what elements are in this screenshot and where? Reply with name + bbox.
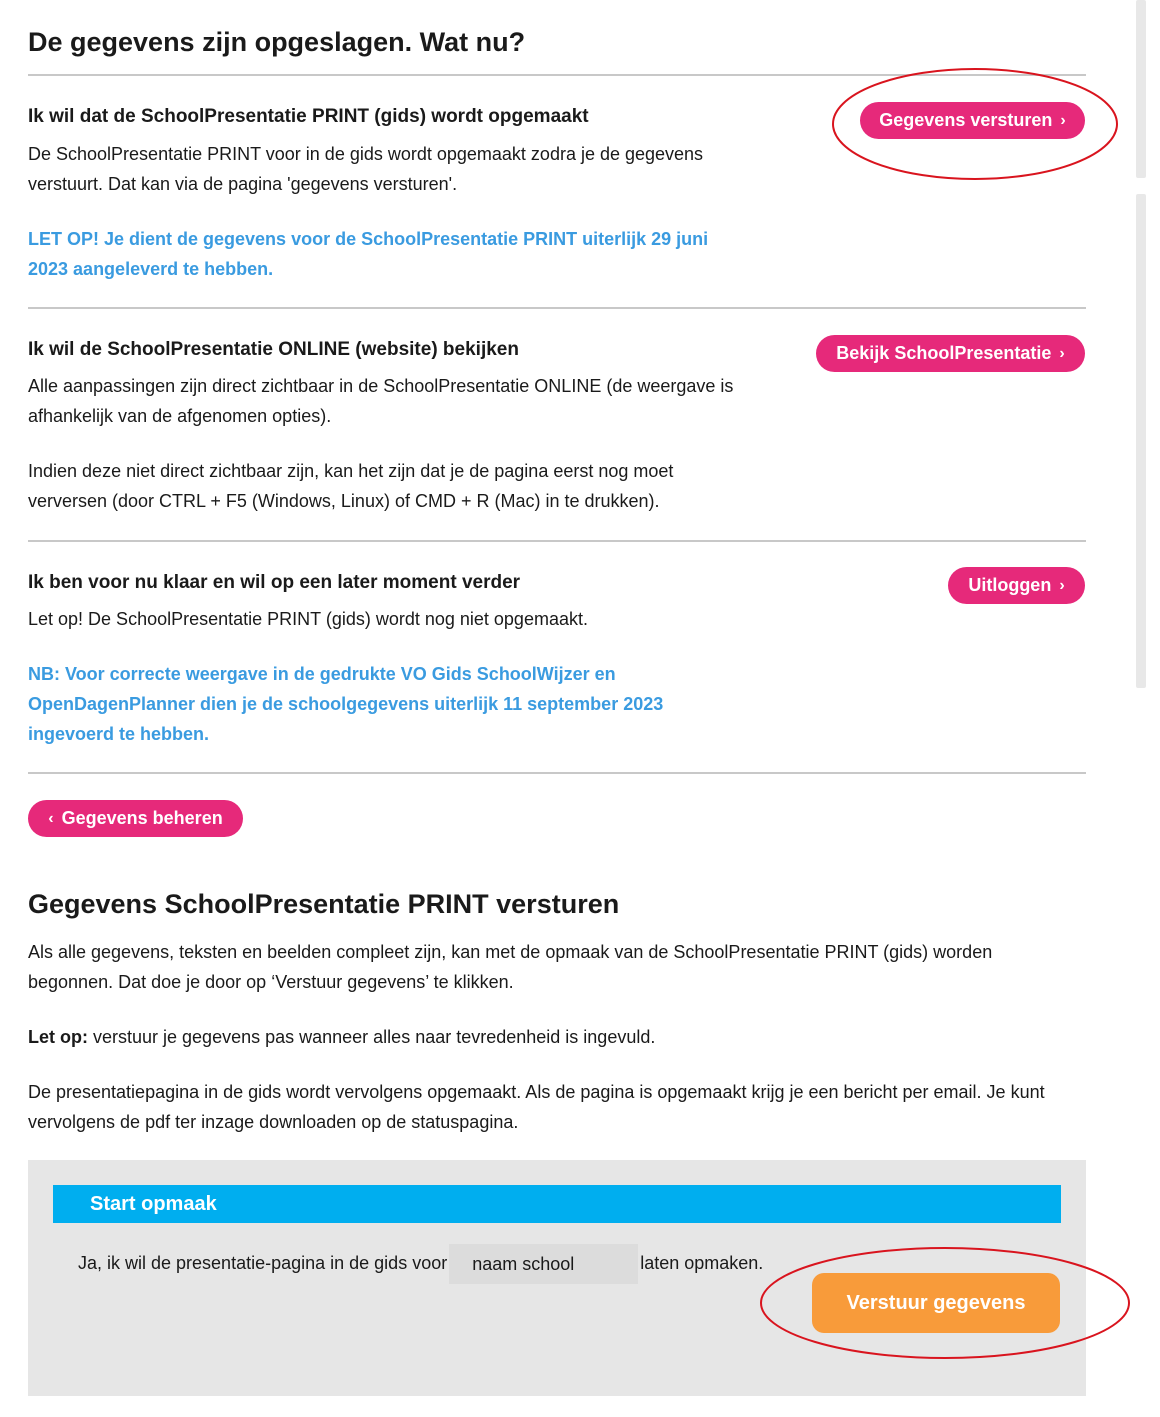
scrollbar-thumb-lower[interactable] [1136,194,1146,688]
nb-note [28,659,788,749]
text-line: Indien deze niet direct zichtbaar zijn, kan het zijn dat je de pagina eerst nog moet [28,461,674,481]
send-section-text [28,937,1108,1137]
page-title: De gegevens zijn opgeslagen. Wat nu? [28,27,526,57]
note-line: 2023 aangeleverd te hebben. [28,259,274,279]
section-title-later: Ik ben voor nu klaar en wil op een later moment verder [28,572,521,593]
note-line: ingevoerd te hebben. [28,724,210,744]
section-text-online [28,371,788,516]
text-line: vervolgens de pdf ter inzage downloaden op de statuspagina. [28,1112,519,1132]
text-line: begonnen. Dat doe je door op ‘Verstuur gegevens’ te klikken. [28,972,514,992]
text-line: afhankelijk van de afgenomen opties). [28,406,332,426]
section-text-later: Let op! De SchoolPresentatie PRINT (gids) wordt nog niet opgemaakt. [28,609,588,629]
text-line: Alle aanpassingen zijn direct zichtbaar in de SchoolPresentatie ONLINE (de weergave is [28,376,734,396]
section-title-online: Ik wil de SchoolPresentatie ONLINE (website) bekijken [28,339,519,360]
confirm-text-before: Ja, ik wil de presentatie-pagina in de gids voor [78,1253,448,1273]
text-line: verstuurt. Dat kan via de pagina 'gegevens versturen'. [28,174,458,194]
note-line: NB: Voor correcte weergave in de gedrukte VO Gids SchoolWijzer en [28,664,616,684]
view-schoolpresentation-button[interactable] [816,335,1085,372]
annotation-circle-icon [760,1247,1130,1359]
confirm-line [78,1243,763,1284]
let-op-label: Let op: [28,1027,88,1047]
divider [28,772,1086,774]
text-line: De presentatiepagina in de gids wordt vervolgens opgemaakt. Als de pagina is opgemaakt krijg je een bericht per email. Je kunt [28,1082,1045,1102]
divider [28,540,1086,542]
confirm-text-after: laten opmaken. [640,1253,764,1273]
panel-header [53,1185,1061,1223]
text-line: verversen (door CTRL + F5 (Windows, Linux) of CMD + R (Mac) in te drukken). [28,491,660,511]
logout-label: Uitloggen [968,575,1052,595]
school-name-field: naam school [449,1244,638,1284]
chevron-right-icon: › [1060,111,1066,129]
send-data-label: Gegevens versturen [879,110,1053,130]
chevron-left-icon: ‹ [48,809,54,827]
submit-data-button[interactable]: Verstuur gegevens [812,1273,1060,1333]
text-line: Als alle gegevens, teksten en beelden compleet zijn, kan met de opmaak van de SchoolPresentatie PRINT (gids) worden [28,942,993,962]
deadline-note [28,224,788,284]
text-line [28,1022,1108,1052]
section-text-print [28,139,788,199]
chevron-right-icon: › [1059,576,1065,594]
manage-data-label: Gegevens beheren [61,808,223,828]
view-schoolpresentation-label: Bekijk SchoolPresentatie [836,343,1052,363]
chevron-right-icon: › [1059,344,1065,362]
scrollbar-thumb-upper[interactable] [1136,0,1146,178]
note-line: OpenDagenPlanner dien je de schoolgegevens uiterlijk 11 september 2023 [28,694,664,714]
annotation-circle-icon [832,68,1118,181]
note-line: LET OP! Je dient de gegevens voor de SchoolPresentatie PRINT uiterlijk 29 juni [28,229,709,249]
text-line: De SchoolPresentatie PRINT voor in de gids wordt opgemaakt zodra je de gegevens [28,144,704,164]
let-op-text: verstuur je gegevens pas wanneer alles naar tevredenheid is ingevuld. [88,1027,656,1047]
section-title-print: Ik wil dat de SchoolPresentatie PRINT (gids) wordt opgemaakt [28,106,589,127]
manage-data-button[interactable] [28,800,243,837]
divider [28,307,1086,309]
panel-heading: Start opmaak [90,1193,217,1215]
send-section-title: Gegevens SchoolPresentatie PRINT versturen [28,889,620,919]
logout-button[interactable] [948,567,1085,604]
